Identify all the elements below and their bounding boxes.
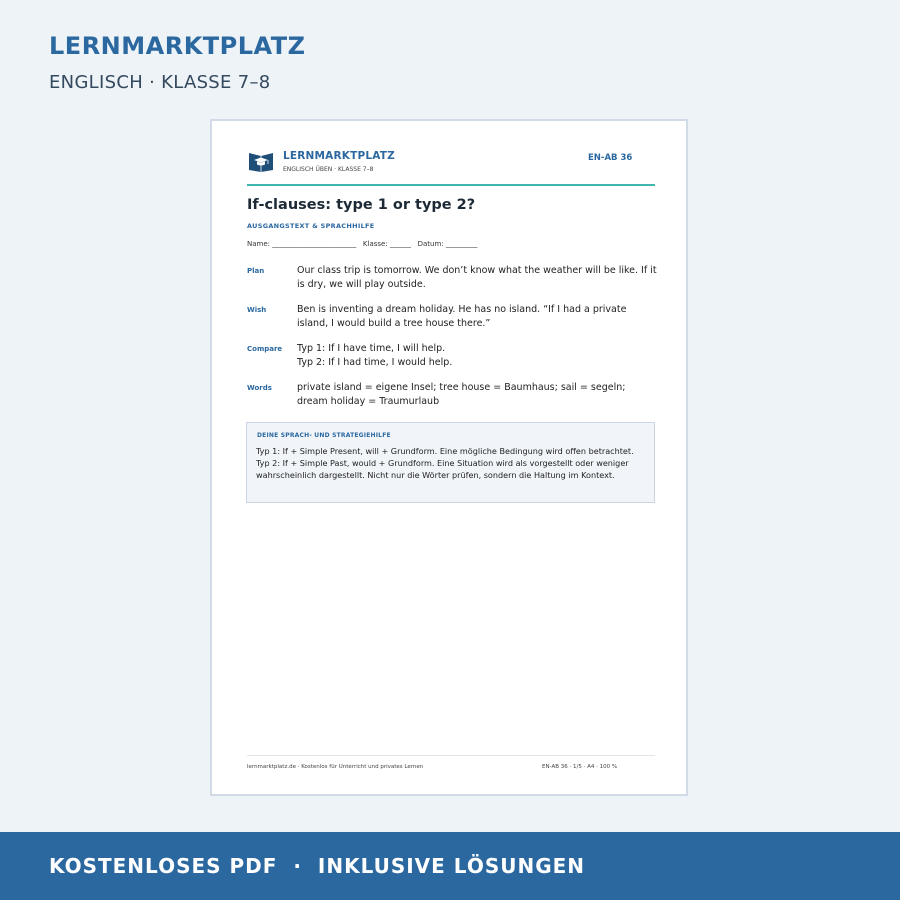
sheet-title: If-clauses: type 1 or type 2?: [247, 197, 476, 213]
top-brand: LERNMARKTPLATZ: [49, 32, 306, 60]
row-label-plan: Plan: [247, 267, 265, 275]
help-box-text: Typ 1: If + Simple Present, will + Grundform. Eine mögliche Bedingung wird offen betrachtet. Typ 2: If + Simple Past, would + Grundform. Eine Situation wird als vorgestellt oder weniger wahrscheinlich dargestellt. Nicht nur die Wörter prüfen, sondern die Haltung im Kontext.: [256, 446, 634, 480]
section-label: AUSGANGSTEXT & SPRACHHILFE: [247, 222, 375, 230]
strategy-help-box: [246, 422, 655, 503]
bottom-banner: [0, 832, 900, 900]
book-graduation-cap-icon: [248, 150, 274, 172]
row-label-wish: Wish: [247, 306, 267, 314]
top-subtitle: ENGLISCH · KLASSE 7–8: [49, 72, 271, 93]
sheet-brand-subtitle: ENGLISCH ÜBEN · KLASSE 7–8: [283, 166, 374, 173]
worksheet-preview: [210, 119, 688, 796]
compare-line-type2: Typ 2: If I had time, I would help.: [297, 357, 453, 368]
row-text-words: private island = eigene Insel; tree house = Baumhaus; sail = segeln; dream holiday = Traumurlaub: [297, 382, 626, 407]
banner-text: KOSTENLOSES PDF · INKLUSIVE LÖSUNGEN: [49, 854, 586, 878]
name-class-date-line: Name: ________________________ Klasse: ______ Datum: _________: [247, 240, 478, 248]
help-box-title: DEINE SPRACH- UND STRATEGIEHILFE: [257, 432, 391, 439]
row-text-wish: Ben is inventing a dream holiday. He has no island. “If I had a private island, I would build a tree house there.”: [297, 304, 627, 329]
footer-right: EN-AB 36 · 1/5 · A4 · 100 %: [542, 764, 618, 770]
row-label-words: Words: [247, 384, 272, 392]
row-text-plan: Our class trip is tomorrow. We don’t know what the weather will be like. If it is dry, we will play outside.: [297, 265, 657, 290]
row-label-compare: Compare: [247, 345, 283, 353]
footer-left: lernmarktplatz.de · Kostenlos für Unterricht und privates Lernen: [247, 764, 424, 770]
compare-line-type1: Typ 1: If I have time, I will help.: [297, 343, 446, 354]
footer-divider: [247, 755, 655, 756]
header-divider: [247, 184, 655, 186]
sheet-code: EN-AB 36: [588, 153, 633, 163]
row-text-compare: [297, 342, 659, 370]
sheet-brand: LERNMARKTPLATZ: [283, 150, 395, 162]
